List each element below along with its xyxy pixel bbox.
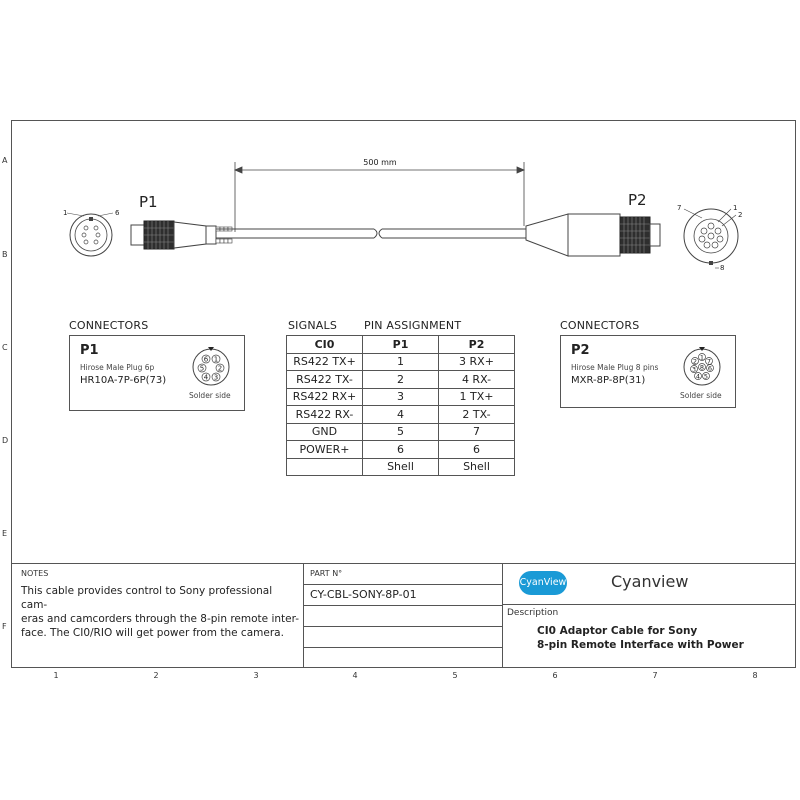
col-label-6: 6 <box>552 671 558 680</box>
title-block-divider-1 <box>303 563 304 668</box>
signal-cell: RS422 RX- <box>287 406 363 424</box>
notes-heading: NOTES <box>21 569 49 578</box>
column-header-p1: P1 <box>363 336 439 354</box>
svg-text:1: 1 <box>699 353 705 362</box>
p2-pin-label-8: 8 <box>720 264 725 272</box>
row-label-c: C <box>2 343 8 352</box>
p2-pin-cell: 1 TX+ <box>439 388 515 406</box>
notes-line: eras and camcorders through the 8-pin remote inter- <box>21 613 300 625</box>
p1-pin-cell: 5 <box>363 423 439 441</box>
signal-cell: POWER+ <box>287 441 363 459</box>
title-block-line <box>303 605 502 606</box>
svg-text:2: 2 <box>217 364 223 373</box>
cable-icon <box>216 229 526 238</box>
col-label-5: 5 <box>452 671 458 680</box>
dimension-label: 500 mm <box>363 158 397 167</box>
p2-front-view-icon <box>684 209 738 268</box>
p2-pin-cell: 6 <box>439 441 515 459</box>
connector-p1-description: Hirose Male Plug 6p <box>80 363 155 372</box>
svg-text:4: 4 <box>695 372 701 381</box>
cyanview-logo: CyanView <box>519 571 567 595</box>
description-body <box>537 624 744 652</box>
p1-front-view-icon <box>67 213 113 256</box>
notes-line: face. The CI0/RIO will get power from the camera. <box>21 627 284 639</box>
p1-pin-cell: 3 <box>363 388 439 406</box>
p2-pin-cell: 7 <box>439 423 515 441</box>
svg-text:8: 8 <box>699 363 705 372</box>
table-row <box>287 458 515 476</box>
cable-drawing <box>0 0 800 310</box>
connector-p2-description: Hirose Male Plug 8 pins <box>571 363 659 372</box>
col-label-7: 7 <box>652 671 658 680</box>
svg-text:1: 1 <box>213 355 219 364</box>
signals-table-header <box>287 336 515 354</box>
table-row <box>287 371 515 389</box>
connector-p1-part: HR10A-7P-6P(73) <box>80 375 167 386</box>
title-block-divider-2 <box>502 563 503 668</box>
title-block-top-line <box>11 563 796 564</box>
p2-label: P2 <box>628 191 647 209</box>
row-label-e: E <box>2 529 8 538</box>
svg-text:3: 3 <box>691 365 697 374</box>
part-number-heading: PART N° <box>310 569 343 578</box>
p1-pin-cell: 2 <box>363 371 439 389</box>
signals-heading: SIGNALS <box>288 319 338 332</box>
p2-solder-side-icon <box>682 345 722 387</box>
p2-pin-cell: Shell <box>439 458 515 476</box>
col-label-2: 2 <box>153 671 159 680</box>
notes-body <box>21 584 301 640</box>
signal-cell <box>287 458 363 476</box>
title-block-line <box>502 604 796 605</box>
connector-p1-side: Solder side <box>189 391 231 400</box>
svg-text:5: 5 <box>703 372 709 381</box>
description-heading: Description <box>507 608 559 618</box>
connector-p2-card <box>560 335 736 408</box>
connectors-right-heading: CONNECTORS <box>560 319 640 332</box>
svg-text:5: 5 <box>199 364 205 373</box>
connector-p2-part: MXR-8P-8P(31) <box>571 375 646 386</box>
svg-text:6: 6 <box>203 355 209 364</box>
connector-p2-name: P2 <box>571 343 590 358</box>
signal-cell: RS422 TX+ <box>287 353 363 371</box>
connector-p2-side: Solder side <box>680 391 722 400</box>
column-header-p2: P2 <box>439 336 515 354</box>
signal-cell: RS422 TX- <box>287 371 363 389</box>
p2-pin-cell: 3 RX+ <box>439 353 515 371</box>
signals-table <box>286 335 515 476</box>
connectors-left-heading: CONNECTORS <box>69 319 149 332</box>
p1-pin-label-1: 1 <box>63 209 68 217</box>
p1-solder-side-icon <box>191 345 231 387</box>
connector-p1-name: P1 <box>80 343 99 358</box>
p2-connector-icon <box>526 214 660 256</box>
p1-connector-icon <box>131 221 232 249</box>
table-row <box>287 441 515 459</box>
description-line: CI0 Adaptor Cable for Sony <box>537 625 698 637</box>
p2-pin-cell: 4 RX- <box>439 371 515 389</box>
row-label-b: B <box>2 250 8 259</box>
p2-pin-label-1: 1 <box>733 204 738 212</box>
part-number: CY-CBL-SONY-8P-01 <box>310 588 417 601</box>
col-label-1: 1 <box>53 671 59 680</box>
p2-pin-label-7: 7 <box>677 204 682 212</box>
column-header-ci0: CI0 <box>287 336 363 354</box>
signal-cell: GND <box>287 423 363 441</box>
connector-p1-card <box>69 335 245 411</box>
row-label-a: A <box>2 156 8 165</box>
col-label-8: 8 <box>752 671 758 680</box>
pin-assignment-heading: PIN ASSIGNMENT <box>364 319 462 332</box>
p1-pin-cell: 1 <box>363 353 439 371</box>
table-row <box>287 406 515 424</box>
svg-text:2: 2 <box>692 357 698 366</box>
svg-text:7: 7 <box>706 357 712 366</box>
company-name: Cyanview <box>611 572 689 591</box>
notes-line: This cable provides control to Sony professional cam- <box>21 585 273 611</box>
p1-pin-cell: 4 <box>363 406 439 424</box>
title-block-line <box>303 626 502 627</box>
col-label-4: 4 <box>352 671 358 680</box>
p1-pin-cell: Shell <box>363 458 439 476</box>
table-row <box>287 388 515 406</box>
table-row <box>287 353 515 371</box>
svg-text:4: 4 <box>203 373 209 382</box>
p1-label: P1 <box>139 193 158 211</box>
table-row <box>287 423 515 441</box>
p2-pin-label-2: 2 <box>738 211 743 219</box>
svg-text:6: 6 <box>707 364 713 373</box>
col-label-3: 3 <box>253 671 259 680</box>
p1-pin-cell: 6 <box>363 441 439 459</box>
title-block-line <box>303 584 502 585</box>
title-block-line <box>303 647 502 648</box>
p1-pin-label-6: 6 <box>115 209 120 217</box>
p2-pin-cell: 2 TX- <box>439 406 515 424</box>
row-label-d: D <box>2 436 9 445</box>
signal-cell: RS422 RX+ <box>287 388 363 406</box>
dimension-line <box>235 162 524 232</box>
row-label-f: F <box>2 622 7 631</box>
description-line: 8-pin Remote Interface with Power <box>537 639 744 651</box>
svg-text:3: 3 <box>213 373 219 382</box>
